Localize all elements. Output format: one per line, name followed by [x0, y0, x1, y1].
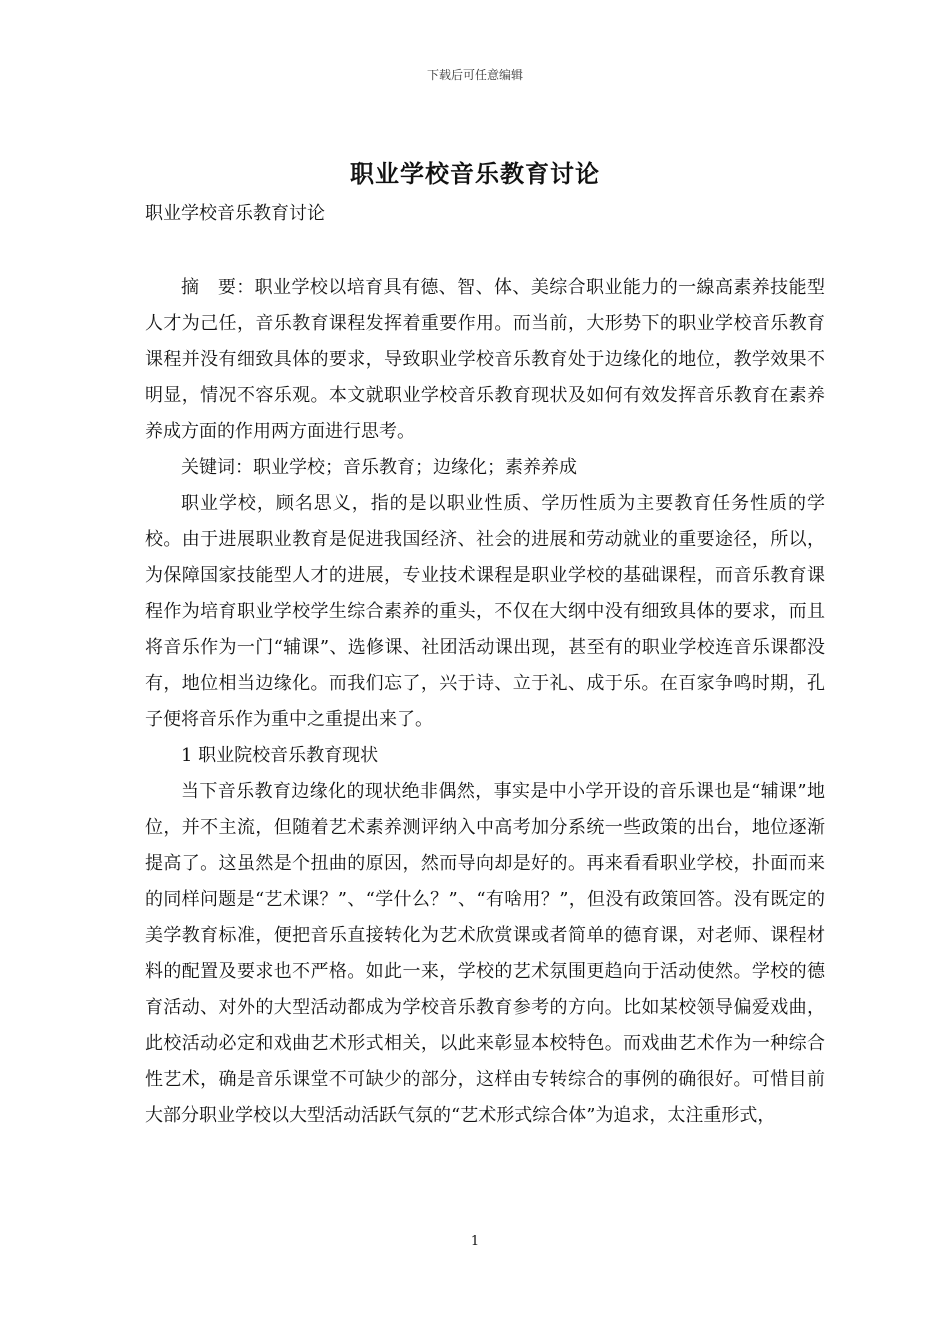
body-paragraph-2: 当下音乐教育边缘化的现状绝非偶然，事实是中小学开设的音乐课也是“辅课”地位，并不主流，但随着艺术素养测评纳入中高考加分系统一些政策的出台，地位逐渐提高了。这虽然是个扭曲的原因，然而导向却是好的。再来看看职业学校，扑面而来的同样问题是“艺术课？”、“学什么？”、“有啥用？”，但没有政策回答。没有既定的美学教育标准，便把音乐直接转化为艺术欣赏课或者简单的德育课，对老师、课程材料的配置及要求也不严格。如此一来，学校的艺术氛围更趋向于活动使然。学校的德育活动、对外的大型活动都成为学校音乐教育参考的方向。比如某校领导偏爱戏曲，此校活动必定和戏曲艺术形式相关，以此来彰显本校特色。而戏曲艺术作为一种综合性艺术，确是音乐课堂不可缺少的部分，这样由专转综合的事例的确很好。可惜目前大部分职业学校以大型活动活跃气氛的“艺术形式综合体”为追求，太注重形式， — [145, 781, 825, 1126]
body-paragraph-1: 职业学校，顾名思义，指的是以职业性质、学历性质为主要教育任务性质的学校。由于进展职业教育是促进我国经济、社会的进展和劳动就业的重要途径，所以，为保障国家技能型人才的进展，专业技术课程是职业学校的基础课程，而音乐教育课程作为培育职业学校学生综合素养的重头，不仅在大纲中没有细致具体的要求，而且将音乐作为一门“辅课”、选修课、社团活动课出现，甚至有的职业学校连音乐课都没有，地位相当边缘化。而我们忘了，兴于诗、立于礼、成于乐。在百家争鸣时期，孔子便将音乐作为重中之重提出来了。 — [145, 493, 825, 730]
abstract-paragraph: 摘 要：职业学校以培育具有德、智、体、美综合职业能力的一線高素养技能型人才为己任，音乐教育课程发挥着重要作用。而当前，大形势下的职业学校音乐教育课程并没有细致具体的要求，导致职业学校音乐教育处于边缘化的地位，教学效果不明显，情况不容乐观。本文就职业学校音乐教育现状及如何有效发挥音乐教育在素养养成方面的作用两方面进行思考。 — [145, 277, 825, 442]
header-note: 下载后可任意编辑 — [426, 68, 523, 82]
document-subtitle: 职业学校音乐教育讨论 — [145, 203, 325, 224]
abstract-block — [145, 270, 825, 1134]
keywords-line: 关键词：职业学校；音乐教育；边缘化；素养养成 — [181, 457, 577, 478]
document-title: 职业学校音乐教育讨论 — [350, 159, 600, 188]
section-1-heading: 1 职业院校音乐教育现状 — [181, 745, 379, 766]
page-number: 1 — [470, 1234, 480, 1249]
